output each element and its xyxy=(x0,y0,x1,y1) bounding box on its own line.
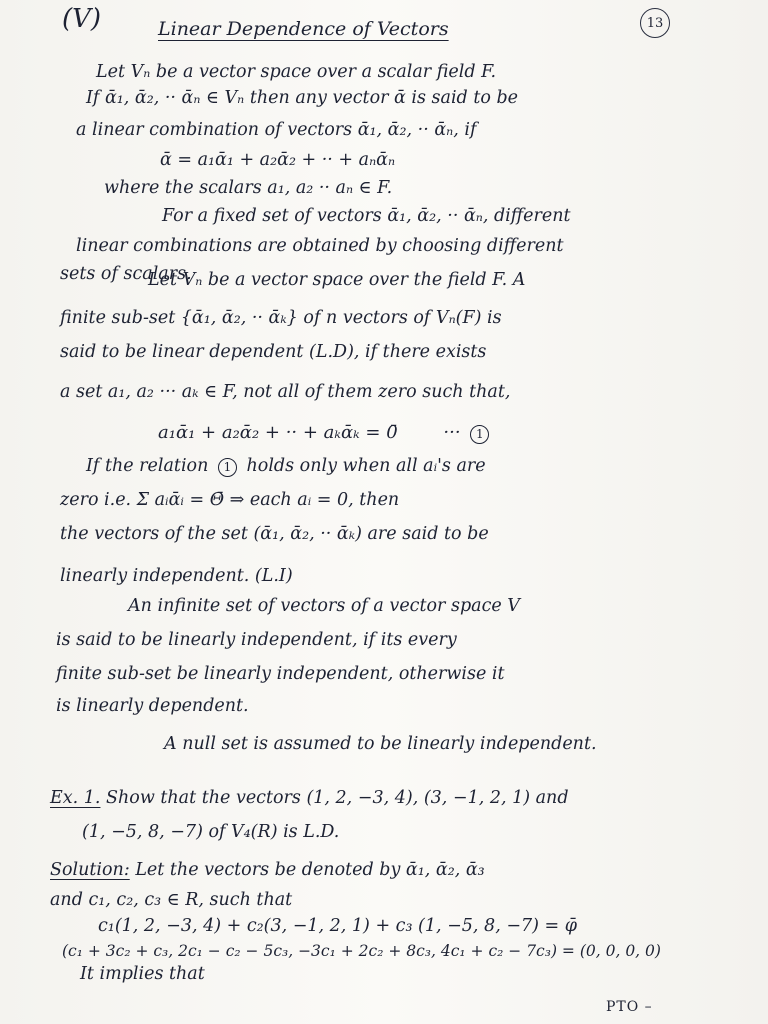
text-line: zero i.e. Σ aᵢᾱᵢ = Θ̄ ⇒ each aᵢ = 0, then xyxy=(60,490,400,510)
example-line xyxy=(50,790,569,808)
text-line: linear combinations are obtained by choosing different xyxy=(76,236,564,256)
equation-text: a₁ᾱ₁ + a₂ᾱ₂ + ·· + aₖᾱₖ = 0̄ xyxy=(158,422,398,443)
equation-line: a₁ᾱ₁ + a₂ᾱ₂ + ·· + aₖᾱₖ = 0̄ ··· 1 xyxy=(158,424,493,444)
text-segment: holds only when all aᵢ's are xyxy=(246,456,486,476)
section-number: (V) xyxy=(62,4,102,34)
text-line: It implies that xyxy=(80,964,205,984)
page-number-badge: 13 xyxy=(640,8,670,38)
example-label: Ex. 1. xyxy=(50,788,101,808)
text-line: For a fixed set of vectors ᾱ₁, ᾱ₂, ·· ᾱₙ, different xyxy=(162,206,571,226)
equation-reference: 1 xyxy=(218,458,237,477)
text-line: the vectors of the set (ᾱ₁, ᾱ₂, ·· ᾱₖ) are said to be xyxy=(60,524,489,544)
text-segment: Show that the vectors (1, 2, −3, 4), (3, −1, 2, 1) and xyxy=(106,788,569,808)
text-line: said to be linear dependent (L.D), if there exists xyxy=(60,342,487,362)
text-line: A null set is assumed to be linearly independent. xyxy=(164,734,597,754)
text-line: finite sub-set be linearly independent, otherwise it xyxy=(56,664,505,684)
solution-label: Solution: xyxy=(50,860,130,880)
text-segment: If the relation xyxy=(86,456,209,476)
equation-line: c₁(1, 2, −3, 4) + c₂(3, −1, 2, 1) + c₃ (1, −5, 8, −7) = φ̄ xyxy=(98,916,577,936)
text-line: Let Vₙ be a vector space over a scalar field F. xyxy=(96,62,497,82)
text-line: sets of scalars. xyxy=(60,264,192,284)
text-line: Let Vₙ be a vector space over the field F. A xyxy=(148,270,526,290)
text-line: finite sub-set {ᾱ₁, ᾱ₂, ·· ᾱₖ} of n vectors of Vₙ(F) is xyxy=(60,308,502,328)
text-segment: Let the vectors be denoted by ᾱ₁, ᾱ₂, ᾱ₃ xyxy=(135,860,485,880)
equation-line: (c₁ + 3c₂ + c₃, 2c₁ − c₂ − 5c₃, −3c₁ + 2c₂ + 8c₃, 4c₁ + c₂ − 7c₃) = (0, 0, 0, 0) xyxy=(62,942,661,960)
text-line xyxy=(86,458,486,477)
solution-line xyxy=(50,862,485,880)
text-line: is said to be linearly independent, if its every xyxy=(56,630,457,650)
page-turn-note: PTO – xyxy=(606,999,653,1015)
equation-line: ᾱ = a₁ᾱ₁ + a₂ᾱ₂ + ·· + aₙᾱₙ xyxy=(160,150,396,170)
text-line: If ᾱ₁, ᾱ₂, ·· ᾱₙ ∈ Vₙ then any vector ᾱ is said to be xyxy=(86,88,519,108)
text-line: and c₁, c₂, c₃ ∈ R, such that xyxy=(50,890,293,910)
text-line: a set a₁, a₂ ··· aₖ ∈ F, not all of them zero such that, xyxy=(60,382,511,402)
text-line: (1, −5, 8, −7) of V₄(R) is L.D. xyxy=(82,822,340,842)
text-line: is linearly dependent. xyxy=(56,696,249,716)
text-line: a linear combination of vectors ᾱ₁, ᾱ₂, ·· ᾱₙ, if xyxy=(76,120,477,140)
text-line: where the scalars a₁, a₂ ·· aₙ ∈ F. xyxy=(104,178,393,198)
text-line: An infinite set of vectors of a vector space V xyxy=(128,596,520,616)
text-line: linearly independent. (L.I) xyxy=(60,566,293,586)
page-title: Linear Dependence of Vectors xyxy=(158,18,449,40)
equation-marker: 1 xyxy=(470,425,489,444)
